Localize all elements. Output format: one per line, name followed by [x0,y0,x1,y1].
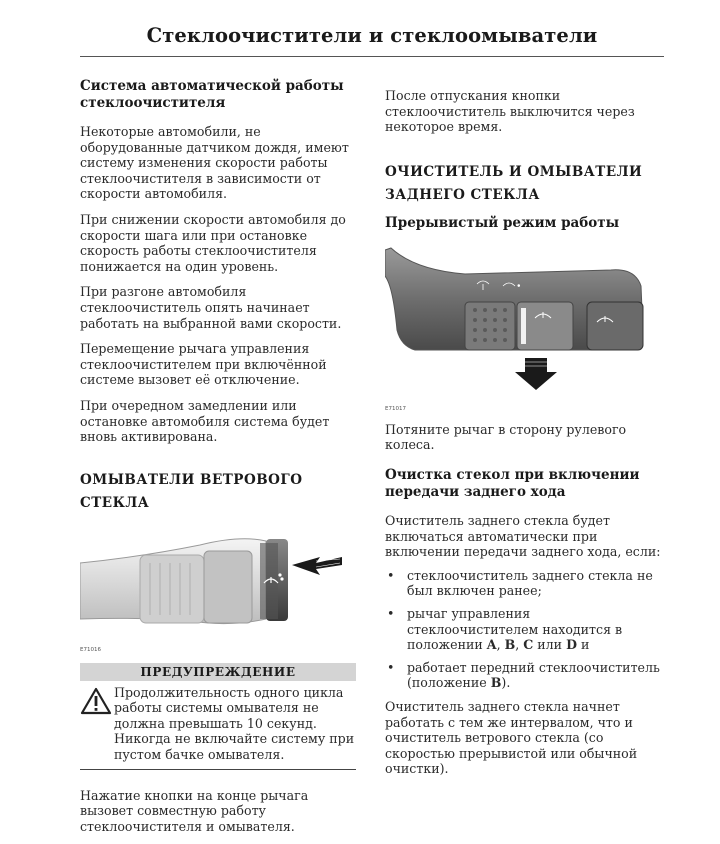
warning-triangle-icon [80,687,114,719]
warning-box [80,685,356,770]
washer-stalk-illustration [80,523,356,643]
list-item: • стеклоочиститель заднего стекла не был включен ранее; [385,568,665,599]
rear-stalk-illustration [385,246,665,392]
bullet3-suffix: ). [501,675,511,691]
page-title: Стеклоочистители и стеклоомыватели [146,24,598,47]
position-c: C [523,637,534,653]
rear-heading [385,161,665,207]
pull-arrow-icon [515,358,557,390]
list-item [385,660,665,691]
page-header [80,22,664,57]
rear-heading-line1: ОЧИСТИТЕЛЬ И ОМЫВАТЕЛИ [385,163,643,180]
list-item [385,606,665,653]
bullet3-position: B [490,675,502,691]
paragraph-1: Некоторые автомобили, не оборудованные датчиком дождя, имеют систему изменения скорости работы стеклоочистителя в зависимости от скорости автомобиля. [80,124,349,202]
washer-stalk-figure [80,523,356,643]
auto-system-heading: Система автоматической работы стеклоочистителя [80,78,344,111]
paragraph-4: Перемещение рычага управления стеклоочистителем при включённой системе вызовет её отключение. [80,341,327,388]
conditions-list [385,568,665,691]
separator: или [533,637,567,653]
reverse-heading: Очистка стекол при включении передачи заднего хода [385,466,640,500]
position-a: A [486,637,497,653]
washers-heading [80,469,356,515]
paragraph-2: При снижении скорости автомобиля до скорости шага или при остановке скорость работы стеклоочистителя понижается на один уровень. [80,211,346,274]
position-b: B [504,637,516,653]
separator: , [496,637,505,653]
final-right-paragraph: Очиститель заднего стекла начнет работать с тем же интервалом, что и очиститель ветрового стекла (со скоростью прерывистой или обычной очистки). [385,698,638,777]
rear-heading-line2: ЗАДНЕГО СТЕКЛА [385,186,540,203]
final-left-paragraph: Нажатие кнопки на конце рычага вызовет совместную работу стеклоочистителя и омывателя. [80,787,309,834]
push-arrow-icon [292,557,342,575]
right-column [385,88,665,787]
reverse-intro: Очиститель заднего стекла будет включаться автоматически при включении передачи заднего хода, если: [385,512,661,560]
intermittent-heading: Прерывистый режим работы [385,214,620,231]
warning-title: ПРЕДУПРЕЖДЕНИЕ [80,663,356,681]
bullet2-text: рычаг управления стеклоочистителем находится в положении [407,605,623,653]
figure-code-right: E71017 [385,405,406,412]
figure-code-left: E71016 [80,646,101,653]
pull-instruction: Потяните рычаг в сторону рулевого колеса. [385,421,627,453]
bullet2-suffix: и [577,637,590,653]
washers-heading-line2: СТЕКЛА [80,494,150,511]
bullet3-text: работает передний стеклоочиститель (положение [407,659,660,691]
paragraph-5: При очередном замедлении или остановке автомобиля система будет вновь активирована. [80,397,330,445]
rear-stalk-figure [385,246,665,392]
svg-text:•: • [517,282,521,290]
intro-paragraph: После отпускания кнопки стеклоочиститель выключится через некоторое время. [385,88,635,135]
separator: , [515,637,524,653]
position-d: D [566,637,577,653]
paragraph-3: При разгоне автомобиля стеклоочиститель опять начинает работать на выбранной вами скорости. [80,284,342,331]
left-column [80,78,356,844]
washers-heading-line1: ОМЫВАТЕЛИ ВЕТРОВОГО [80,471,303,488]
warning-text: Продолжительность одного цикла работы системы омывателя не должна превышать 10 секунд. Никогда не включайте систему при пустом бачке омывателя. [114,684,355,763]
